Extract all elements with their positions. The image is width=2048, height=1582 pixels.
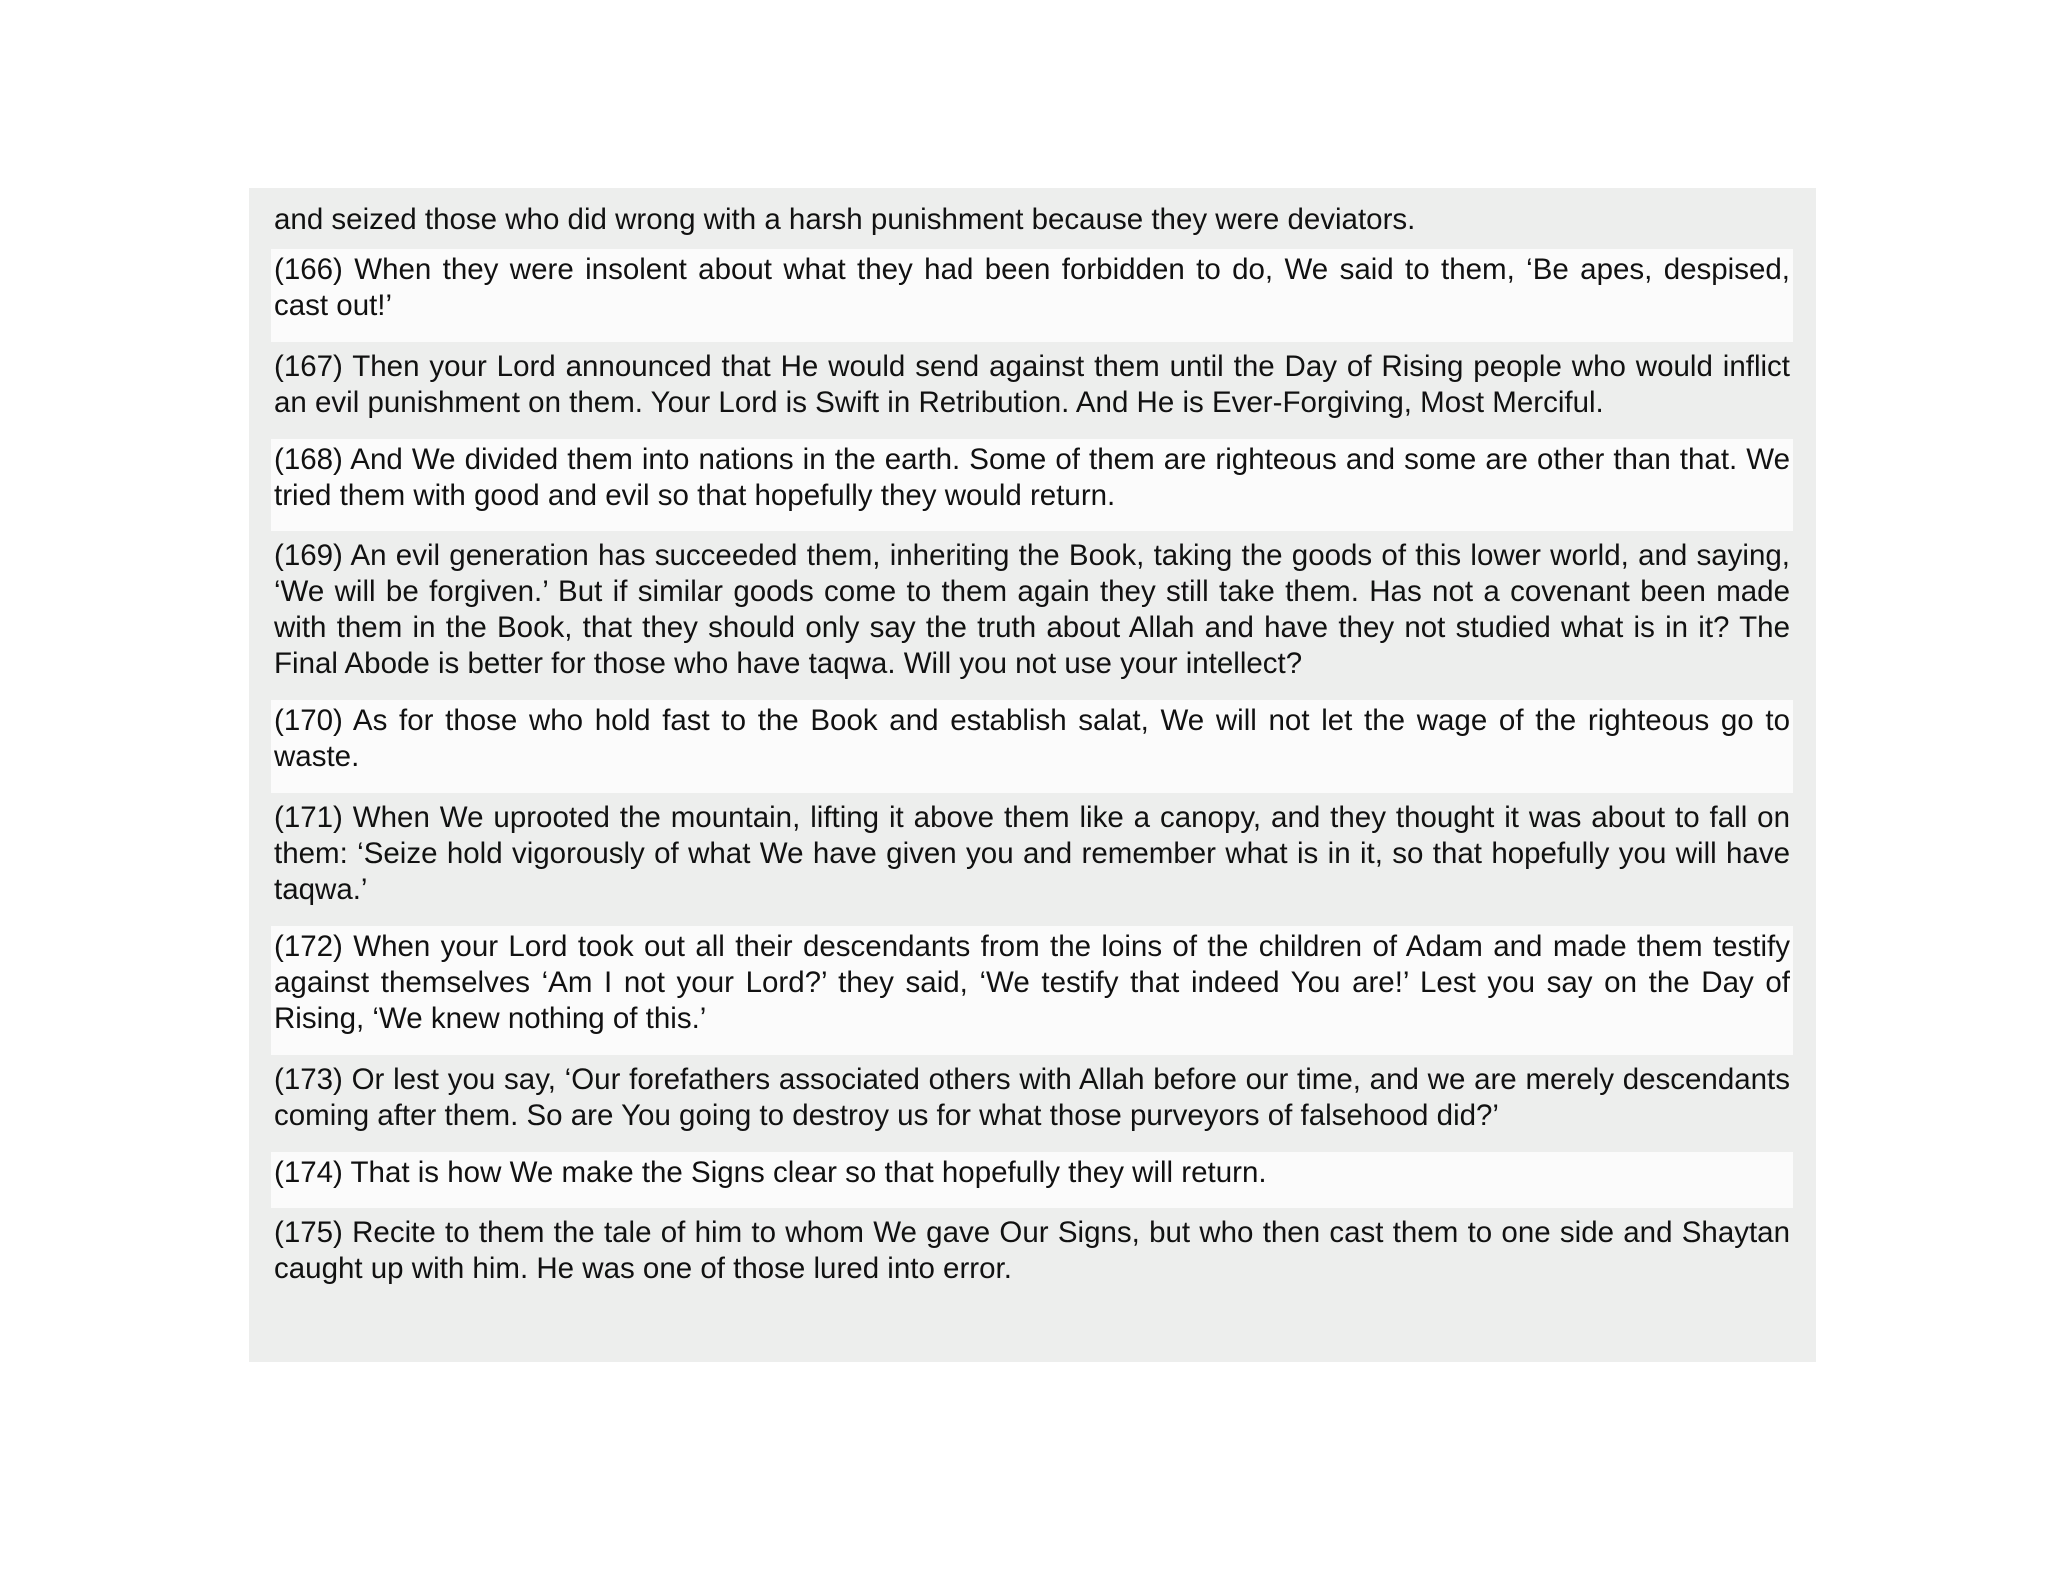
verse-175: (175) Recite to them the tale of him to whom We gave Our Signs, but who then cast them to one side and Shaytan caught up with him. He was one of those lured into error. <box>274 1216 1790 1285</box>
verse-174: (174) That is how We make the Signs clear so that hopefully they will return. <box>271 1152 1793 1208</box>
verse-167: (167) Then your Lord announced that He would send against them until the Day of Rising people who would inflict an evil punishment on them. Your Lord is Swift in Retribution. And He is Ever-Forgiving, Most Merciful. <box>274 350 1790 419</box>
verse-170: (170) As for those who hold fast to the Book and establish salat, We will not let the wage of the righteous go to waste. <box>271 700 1793 793</box>
verse-169: (169) An evil generation has succeeded them, inheriting the Book, taking the goods of this lower world, and saying, ‘We will be forgiven.’ But if similar goods come to them again they still take them. Has not a covenant been made with them in the Book, that they should only say the truth about Allah and have they not studied what is in it? The Final Abode is better for those who have taqwa. Will you not use your intellect? <box>274 539 1790 680</box>
text-panel <box>249 188 1816 1362</box>
verse-171: (171) When We uprooted the mountain, lifting it above them like a canopy, and they thought it was about to fall on them: ‘Seize hold vigorously of what We have given you and remember what is in it, so that hopefully you will have taqwa.’ <box>274 801 1790 906</box>
verse-173: (173) Or lest you say, ‘Our forefathers associated others with Allah before our time, and we are merely descendants coming after them. So are You going to destroy us for what those purveyors of falsehood did?’ <box>274 1063 1790 1132</box>
verse-172: (172) When your Lord took out all their descendants from the loins of the children of Adam and made them testify against themselves ‘Am I not your Lord?’ they said, ‘We testify that indeed You are!’ Lest you say on the Day of Rising, ‘We knew nothing of this.’ <box>271 926 1793 1055</box>
verse-168: (168) And We divided them into nations in the earth. Some of them are righteous and some are other than that. We tried them with good and evil so that hopefully they would return. <box>271 439 1793 531</box>
verse-166: (166) When they were insolent about what they had been forbidden to do, We said to them, ‘Be apes, despised, cast out!’ <box>271 249 1793 342</box>
paragraph-continuation: and seized those who did wrong with a harsh punishment because they were deviators. <box>274 203 1416 236</box>
